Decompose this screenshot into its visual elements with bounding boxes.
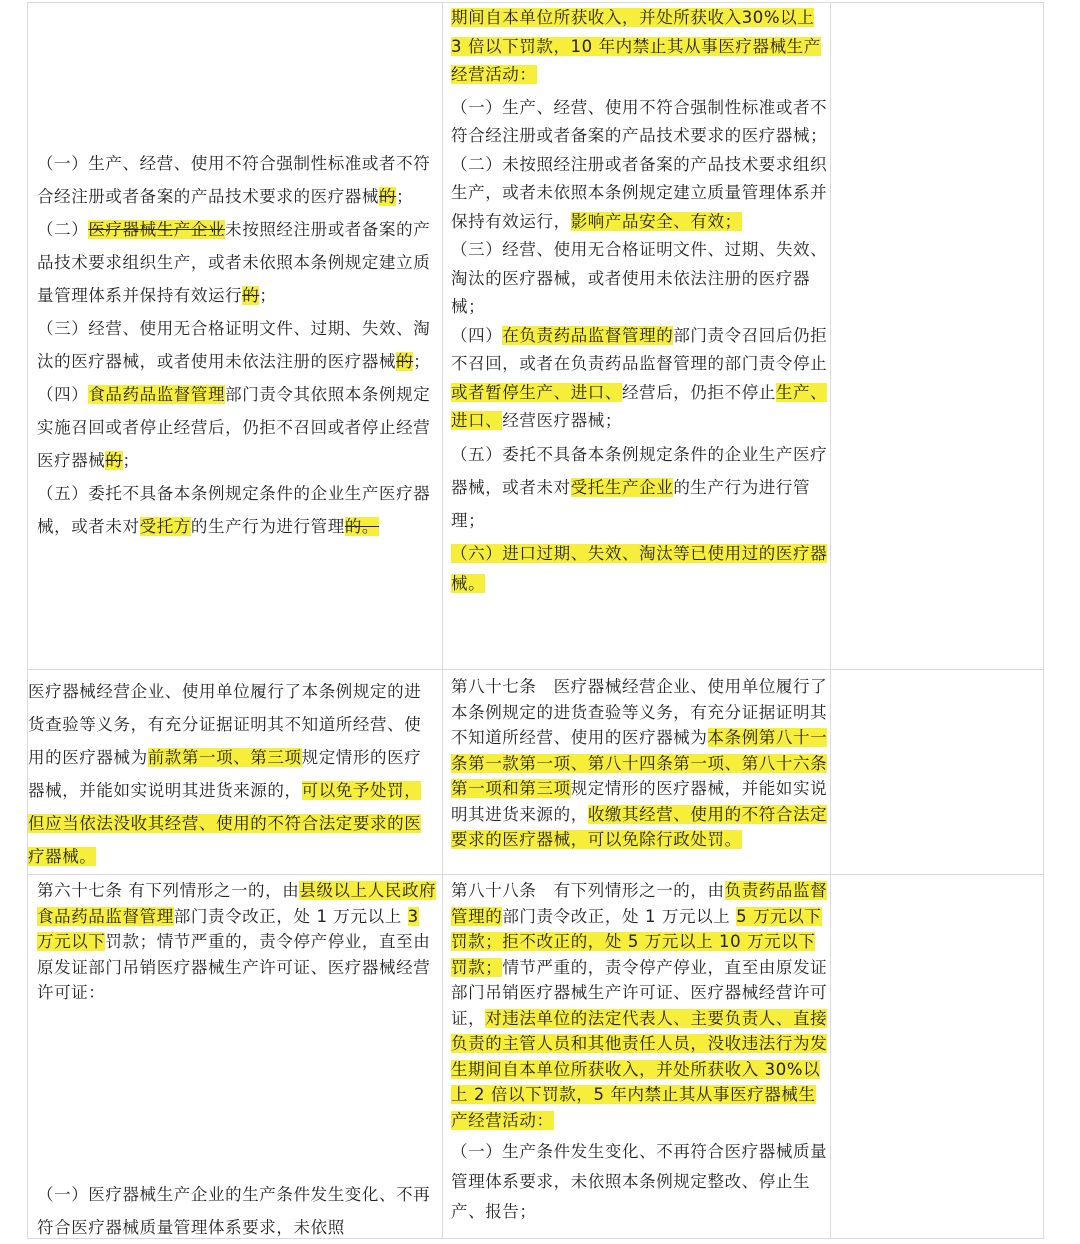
old-provision-cell (37, 878, 437, 1237)
list-item: （五）委托不具备本条例规定条件的企业生产医疗器械，或者未对受托方的生产行为进行管理的。 (37, 484, 431, 536)
old-provision-cell (28, 675, 436, 873)
list-item: （一）生产条件发生变化、不再符合医疗器械质量管理体系要求，未依照本条例规定整改、停止生产、报告； (451, 1142, 828, 1221)
list-item: （三）经营、使用无合格证明文件、过期、失效、淘汰的医疗器械，或者使用未依法注册的医疗器械； (451, 240, 828, 316)
new-provision-cell (451, 4, 829, 599)
list-item: （六）进口过期、失效、淘汰等已使用过的医疗器械。 (451, 543, 828, 593)
list-item: （四）在负责药品监督管理的部门责令召回后仍拒不召回，或者在负责药品监督管理的部门责令停止或者暂停生产、进口、经营后，仍拒不停止生产、进口、经营医疗器械； (451, 325, 828, 430)
column-divider (830, 2, 831, 1239)
column-divider (442, 2, 443, 1239)
list-item: （二）未按照经注册或者备案的产品技术要求组织生产，或者未依照本条例规定建立质量管理体系并保持有效运行，影响产品安全、有效； (451, 154, 828, 231)
list-item: （一）生产、经营、使用不符合强制性标准或者不符合经注册或者备案的产品技术要求的医疗器械； (451, 97, 828, 145)
old-provision-cell (37, 147, 437, 543)
row-divider (27, 874, 1044, 875)
list-item: （五）委托不具备本条例规定条件的企业生产医疗器械，或者未对受托生产企业的生产行为进行管理； (451, 444, 828, 530)
paragraph: 期间自本单位所获收入，并处所获收入30%以上 3 倍以下罚款，10 年内禁止其从事医疗器械生产经营活动： (451, 8, 821, 84)
comparison-table (27, 2, 1044, 1239)
paragraph: 医疗器械经营企业、使用单位履行了本条例规定的进货查验等义务，有充分证据证明其不知道所经营、使用的医疗器械为前款第一项、第三项规定情形的医疗器械，并能如实说明其进货来源的，可以免予处罚，但应当依法没收其经营、使用的不符合法定要求的医疗器械。 (28, 682, 422, 866)
table-border-right (1043, 2, 1044, 1239)
paragraph: 第八十七条 医疗器械经营企业、使用单位履行了本条例规定的进货查验等义务，有充分证据证明其不知道所经营、使用的医疗器械为本条例第八十一条第一款第一项、第八十四条第一项、第八十六条第一项和第三项规定情形的医疗器械，并能如实说明其进货来源的，收缴其经营、使用的不符合法定要求的医疗器械，可以免除行政处罚。 (451, 677, 828, 849)
table-border-top (27, 2, 1044, 3)
list-item: （一）医疗器械生产企业的生产条件发生变化、不再符合医疗器械质量管理体系要求，未依照 (37, 1185, 431, 1237)
row-divider (27, 669, 1044, 670)
list-item: （二）医疗器械生产企业未按照经注册或者备案的产品技术要求组织生产，或者未依照本条例规定建立质量管理体系并保持有效运行的； (37, 220, 431, 305)
new-provision-cell (451, 878, 829, 1227)
paragraph: 第六十七条 有下列情形之一的，由县级以上人民政府食品药品监督管理部门责令改正，处 1 万元以上 3 万元以下罚款；情节严重的，责令停产停业，直至由原发证部门吊销医疗器械生产许可证、医疗器械经营许可证： (37, 881, 437, 1002)
list-item: （三）经营、使用无合格证明文件、过期、失效、淘汰的医疗器械，或者使用未依法注册的医疗器械的； (37, 319, 431, 371)
paragraph: 第八十八条 有下列情形之一的，由负责药品监督管理的部门责令改正，处 1 万元以上 5 万元以下罚款；拒不改正的，处 5 万元以上 10 万元以下罚款；情节严重的，责令停产停业，直至由原发证部门吊销医疗器械生产许可证、医疗器械经营许可证，对违法单位的法定代表人、主要负责人、直接负责的主管人员和其他责任人员，没收违法行为发生期间自本单位所获收入，并处所获收入 30%以上 2 倍以下罚款，5 年内禁止其从事医疗器械生产经营活动： (451, 881, 828, 1130)
table-border-left (27, 2, 28, 1239)
list-item: （一）生产、经营、使用不符合强制性标准或者不符合经注册或者备案的产品技术要求的医疗器械的； (37, 154, 431, 206)
new-provision-cell (451, 674, 829, 853)
list-item: （四）食品药品监督管理部门责令其依照本条例规定实施召回或者停止经营后，仍拒不召回或者停止经营医疗器械的； (37, 385, 431, 470)
